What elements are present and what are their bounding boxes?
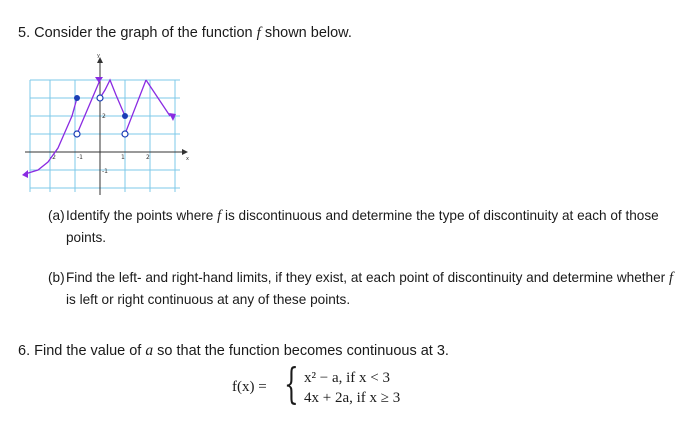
- closed-dot: [122, 113, 128, 119]
- part-a-label: (a): [48, 208, 65, 223]
- part-a-text-before: Identify the points where: [66, 208, 214, 223]
- part-a: [48, 205, 678, 249]
- formula-row-2-expr: 4x + 2a,: [304, 390, 353, 406]
- question-6-text-after: so that the function becomes continuous at 3.: [157, 343, 449, 359]
- open-dot: [97, 95, 103, 101]
- part-a-text-after: is discontinuous and determine the type of discontinuity at each of those points.: [66, 208, 659, 245]
- formula-lhs: f(x) =: [232, 379, 267, 395]
- formula-brace: {: [284, 359, 299, 408]
- formula-row-2-cond: if x ≥ 3: [356, 390, 401, 406]
- question-5-number: 5.: [18, 25, 31, 41]
- question-5-fname: f: [256, 25, 261, 41]
- part-a-fname: f: [217, 208, 222, 224]
- tick-y-neg1: -1: [102, 168, 108, 175]
- function-graph: [20, 50, 190, 200]
- question-6-var: a: [145, 342, 154, 359]
- question-6: [18, 342, 449, 360]
- question-5-text-after: shown below.: [264, 25, 352, 41]
- part-b-body: [66, 267, 678, 311]
- closed-dot: [74, 95, 80, 101]
- open-dot: [122, 131, 128, 137]
- curve-left-arrow: [22, 170, 28, 178]
- tick-x-1: 1: [121, 154, 125, 161]
- open-dot: [74, 131, 80, 137]
- part-b-text-after: is left or right continuous at any of these points.: [66, 292, 351, 307]
- part-b: [48, 267, 678, 311]
- part-b-label: (b): [48, 270, 65, 285]
- tick-x-2: 2: [146, 154, 150, 161]
- question-5: [18, 25, 352, 42]
- y-axis-label: y: [97, 53, 100, 59]
- formula-row-1-expr: x² − a,: [304, 370, 343, 386]
- formula-row-2: [304, 390, 400, 407]
- question-6-number: 6.: [18, 343, 31, 359]
- tick-x-neg1: -1: [77, 154, 83, 161]
- part-b-fname: f: [668, 270, 674, 286]
- formula-row-1-cond: if x < 3: [346, 370, 390, 386]
- question-6-text-before: Find the value of: [34, 343, 142, 359]
- part-a-body: [66, 205, 678, 249]
- formula-row-1: [304, 370, 390, 387]
- tick-x-neg2: -2: [50, 154, 56, 161]
- tick-y-2: 2: [102, 113, 106, 120]
- question-5-text-before: Consider the graph of the function: [34, 25, 253, 41]
- x-axis-label: x: [186, 156, 189, 162]
- x-axis-arrow: [182, 149, 188, 155]
- part-b-text-before: Find the left- and right-hand limits, if they exist, at each point of discontinuity and determine whether: [66, 270, 666, 285]
